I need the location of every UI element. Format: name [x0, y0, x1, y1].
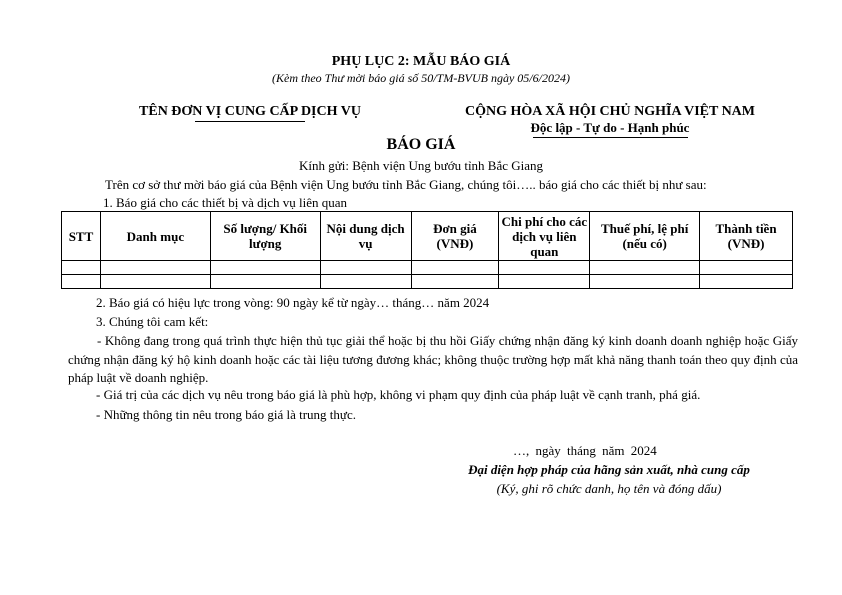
table-row — [62, 261, 793, 275]
table-header-row — [62, 212, 793, 261]
col-header-total: Thành tiền (VNĐ) — [700, 212, 793, 261]
table-row — [62, 275, 793, 289]
col-header-tax-fee: Thuế phí, lệ phí (nếu có) — [590, 212, 700, 261]
section-2-validity: 2. Báo giá có hiệu lực trong vòng: 90 ngày kể từ ngày… tháng… năm 2024 — [96, 295, 490, 310]
national-heading: CỘNG HÒA XÃ HỘI CHỦ NGHĨA VIỆT NAM — [464, 104, 755, 119]
table-cell — [210, 261, 320, 275]
document-title: BÁO GIÁ — [386, 136, 456, 153]
intro-text: Trên cơ sở thư mời báo giá của Bệnh viện Ung bướu tỉnh Bắc Giang, chúng tôi….. báo giá cho các thiết bị như sau: — [105, 177, 707, 192]
col-header-stt: STT — [62, 212, 101, 261]
table-cell — [62, 261, 101, 275]
section-1-heading: 1. Báo giá cho các thiết bị và dịch vụ liên quan — [103, 195, 348, 210]
national-motto: Độc lập - Tự do - Hạnh phúc — [530, 120, 690, 135]
table-cell — [499, 261, 590, 275]
table-cell — [700, 261, 793, 275]
appendix-title: PHỤ LỤC 2: MẪU BÁO GIÁ — [331, 54, 511, 69]
table-cell — [100, 261, 210, 275]
commitment-paragraph-1: - Không đang trong quá trình thực hiện thủ tục giải thể hoặc bị thu hồi Giấy chứng nhận đăng ký kinh doanh doanh nghiệp hoặc Giấy chứng nhận đăng ký hộ kinh doanh hoặc các tài liệu tương đương khác; không thuộc trường hợp mất khả năng thanh toán theo quy định của pháp luật về doanh nghiệp. — [68, 333, 798, 385]
commitment-paragraph-3: - Những thông tin nêu trong báo giá là trung thực. — [96, 407, 356, 422]
col-header-item: Danh mục — [100, 212, 210, 261]
legal-representative-label: Đại diện hợp pháp của hãng sản xuất, nhà cung cấp — [468, 462, 750, 477]
col-header-service-content: Nội dung dịch vụ — [320, 212, 411, 261]
col-header-quantity: Số lượng/ Khối lượng — [210, 212, 320, 261]
table-cell — [62, 275, 101, 289]
section-3-heading: 3. Chúng tôi cam kết: — [96, 314, 209, 329]
signature-date-line: …, ngày tháng năm 2024 — [513, 443, 657, 458]
table-cell — [411, 261, 499, 275]
col-header-related-cost: Chi phí cho các dịch vụ liên quan — [499, 212, 590, 261]
table-cell — [411, 275, 499, 289]
signature-instruction: (Ký, ghi rõ chức danh, họ tên và đóng dấu) — [496, 481, 722, 496]
table-cell — [700, 275, 793, 289]
table-cell — [210, 275, 320, 289]
recipient-line: Kính gửi: Bệnh viện Ung bướu tỉnh Bắc Giang — [298, 158, 544, 173]
table-cell — [320, 275, 411, 289]
supplier-unit-name: TÊN ĐƠN VỊ CUNG CẤP DỊCH VỤ — [139, 104, 361, 119]
quotation-table — [61, 211, 793, 289]
col-header-unit-price: Đơn giá (VNĐ) — [411, 212, 499, 261]
unit-name-underline — [195, 121, 305, 122]
table-cell — [590, 275, 700, 289]
table-cell — [320, 261, 411, 275]
table-cell — [100, 275, 210, 289]
commitment-paragraph-2: - Giá trị của các dịch vụ nêu trong báo giá là phù hợp, không vi phạm quy định của pháp luật về cạnh tranh, phá giá. — [96, 387, 701, 402]
appendix-subtitle: (Kèm theo Thư mời báo giá số 50/TM-BVUB ngày 05/6/2024) — [272, 71, 570, 85]
table-cell — [590, 261, 700, 275]
table-cell — [499, 275, 590, 289]
